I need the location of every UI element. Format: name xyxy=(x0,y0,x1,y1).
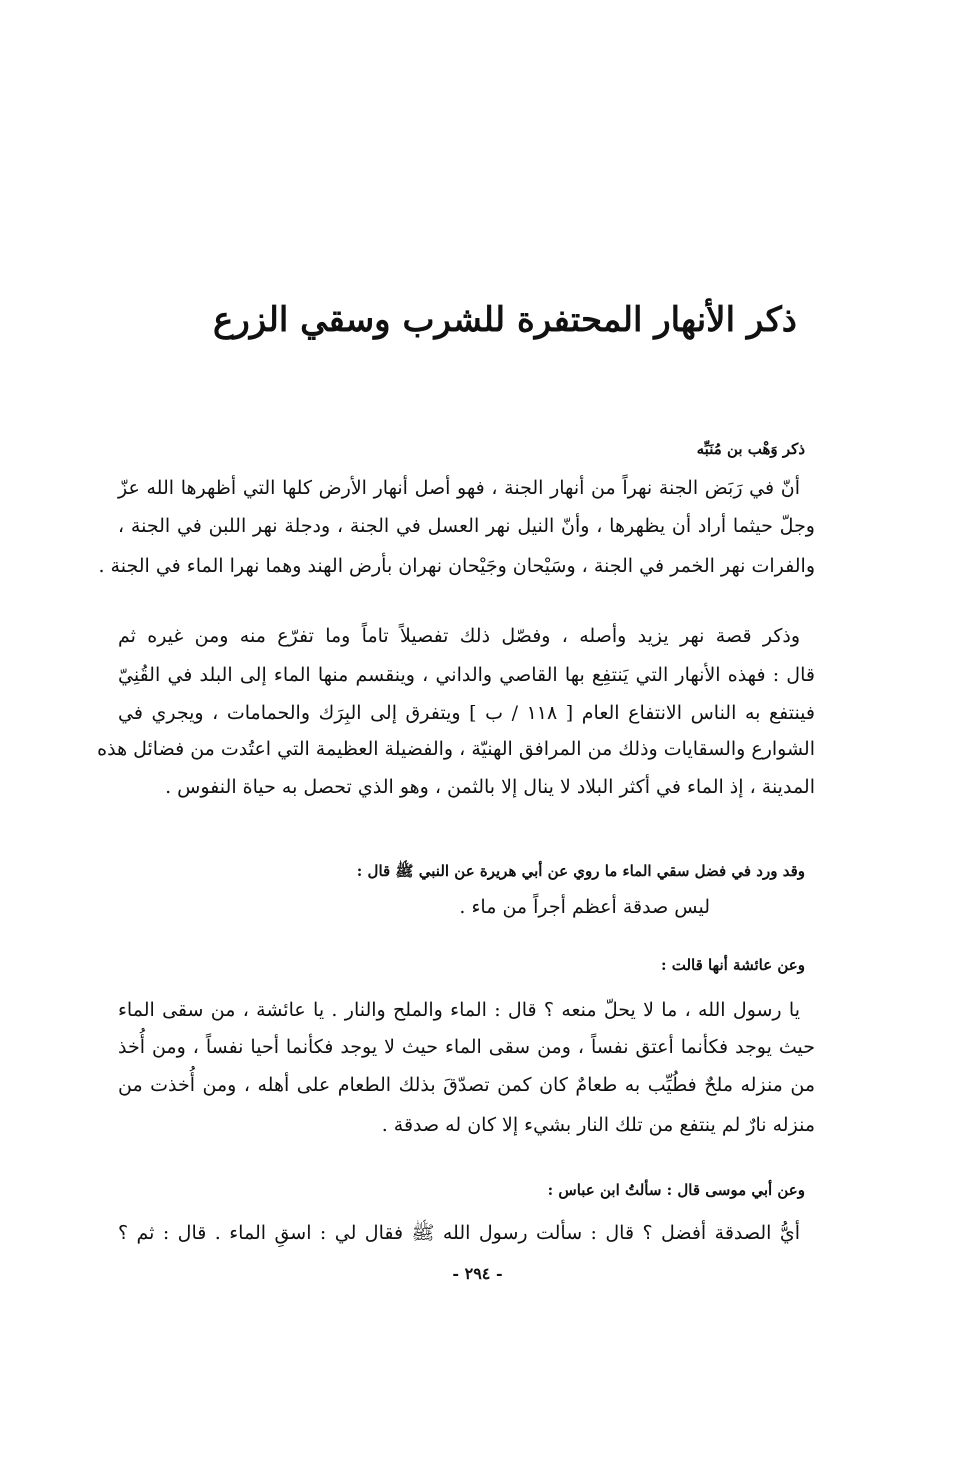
page-title: ذكر الأنهار المحتفرة للشرب وسقي الزرع xyxy=(213,300,797,340)
text-line: المدينة ، إذ الماء في أكثر البلاد لا ينال إلا بالثمن ، وهو الذي تحصل به حياة النفوس . xyxy=(165,776,815,798)
section-heading: ذكر وَهْب بن مُنَبِّه xyxy=(696,440,805,458)
text-line: قال : فهذه الأنهار التي يَنتفِع بها القاصي والداني ، وينقسم منها الماء إلى البلد في القُنِيّ xyxy=(118,664,815,686)
text-line: منزله نارٌ لم ينتفع من تلك النار بشيء إلا كان له صدقة . xyxy=(381,1114,815,1136)
text-line: من منزله ملحٌ فطُيِّب به طعامٌ كان كمن تصدّقَ بذلك الطعام على أهله ، ومن أُخذت من xyxy=(118,1074,815,1096)
section-heading: وعن أبي موسى قال : سألتُ ابن عباس : xyxy=(547,1181,805,1199)
text-line: والفرات نهر الخمر في الجنة ، وسَيْحان وجَيْحان نهران بأرض الهند وهما نهرا الماء في الجنة . xyxy=(98,555,815,577)
text-line: أنّ في رَبَض الجنة نهراً من أنهار الجنة ، فهو أصل أنهار الأرض كلها التي أظهرها الله عزّ xyxy=(118,477,800,499)
text-line: ليس صدقة أعظم أجراً من ماء . xyxy=(459,896,710,918)
text-line: أيُّ الصدقة أفضل ؟ قال : سألت رسول الله ﷺ فقال لي : اسقِ الماء . قال : ثم ؟ xyxy=(118,1222,800,1244)
text-line: فينتفع به الناس الانتفاع العام [ ١١٨ / ب ] ويتفرق إلى البِرَك والحمامات ، ويجري في xyxy=(118,702,815,724)
section-heading: وقد ورد في فضل سقي الماء ما روي عن أبي هريرة عن النبي ﷺ قال : xyxy=(356,862,805,880)
text-line: حيث يوجد فكأنما أعتق نفساً ، ومن سقى الماء حيث لا يوجد فكأنما أحيا نفساً ، ومن أُخذ xyxy=(118,1036,815,1058)
section-heading: وعن عائشة أنها قالت : xyxy=(660,956,805,974)
text-line: وذكر قصة نهر يزيد وأصله ، وفصّل ذلك تفصيلاً تاماً وما تفرّع منه ومن غيره ثم xyxy=(118,625,800,647)
text-line: يا رسول الله ، ما لا يحلّ منعه ؟ قال : الماء والملح والنار . يا عائشة ، من سقى الماء xyxy=(118,999,800,1021)
text-line: الشوارع والسقايات وذلك من المرافق الهنيّة ، والفضيلة العظيمة التي اعتُدت من فضائل هذه xyxy=(97,738,815,760)
page-number: - ٢٩٤ - xyxy=(452,1264,503,1283)
text-line: وجلّ حيثما أراد أن يظهرها ، وأنّ النيل نهر العسل في الجنة ، ودجلة نهر اللبن في الجنة ، xyxy=(118,515,815,537)
